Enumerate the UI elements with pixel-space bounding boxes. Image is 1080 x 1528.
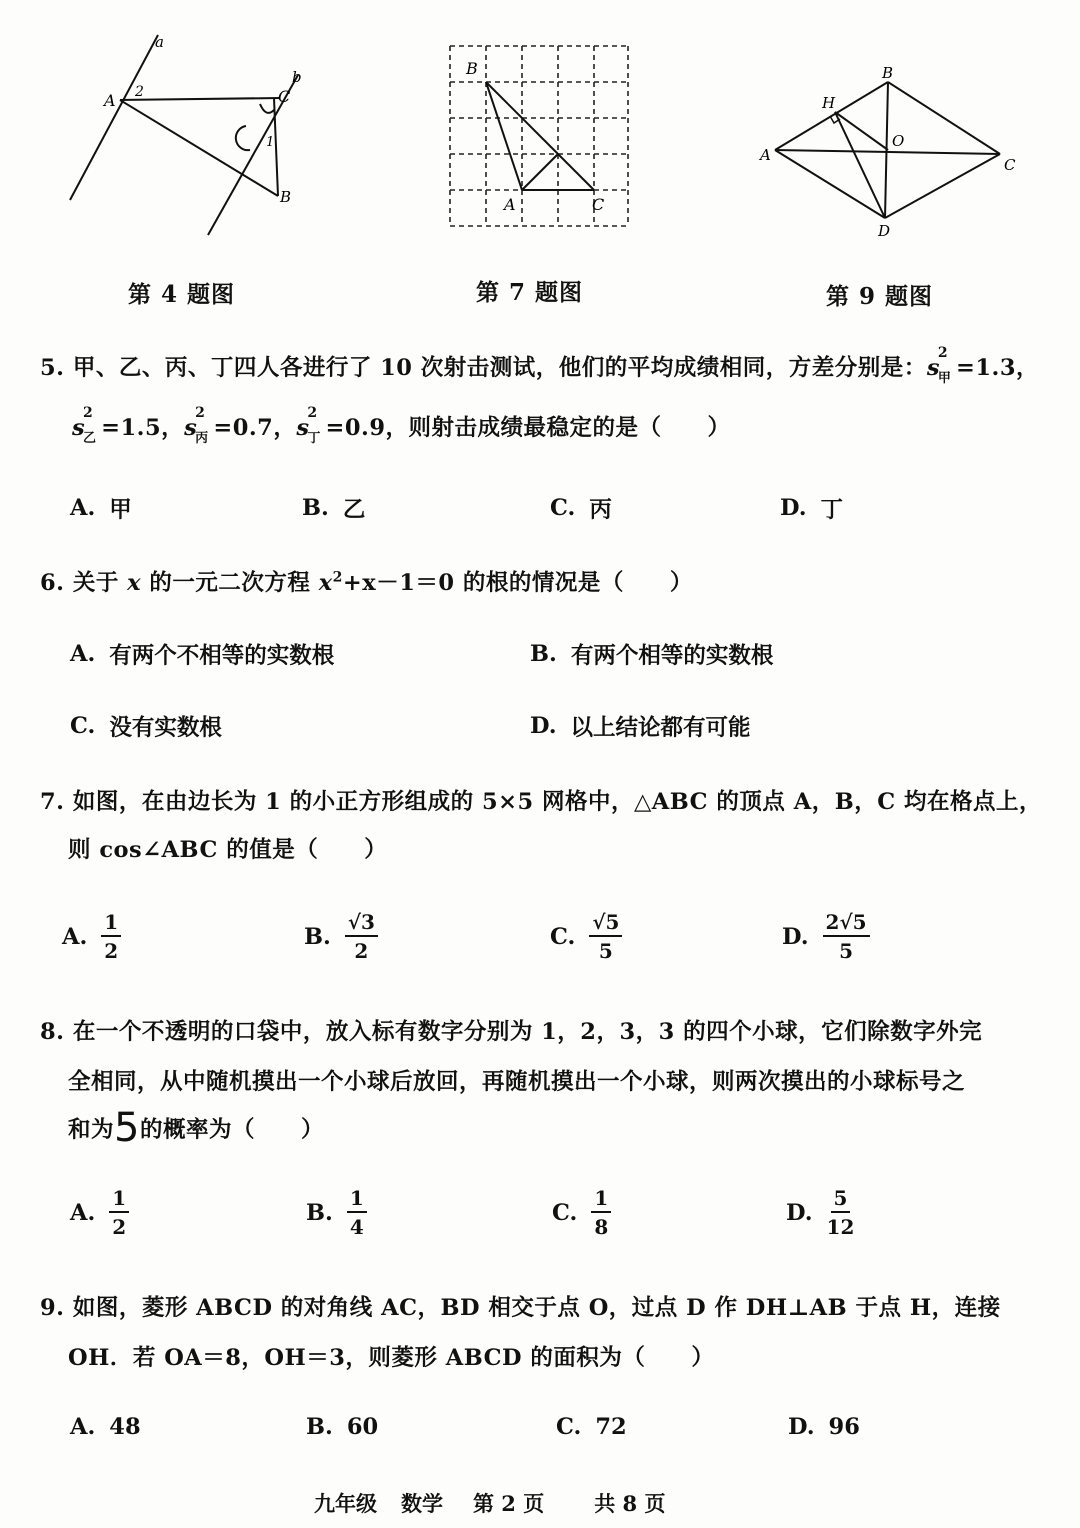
fig9-label-O: O — [892, 132, 905, 150]
fig4-label-b: b — [292, 68, 302, 86]
q8-option-c-fraction: $\frac{1}{8}$ — [591, 1188, 611, 1237]
q8-option-b-fraction: $\frac{1}{4}$ — [347, 1188, 367, 1237]
q7-option-b-fraction: $\frac{√3}{2}$ — [345, 912, 378, 961]
fig9-label-D: D — [878, 222, 891, 240]
fig9-label-C: C — [1004, 156, 1016, 174]
fig4-label-a: a — [155, 33, 164, 51]
q8-handwritten-5: 5 — [114, 1105, 140, 1151]
fig4-label-A: A — [104, 91, 116, 110]
q5-var-yi: s 2 乙 — [72, 405, 97, 446]
q7-option-d[interactable]: D. $\frac{2√5}{5}$ — [782, 912, 870, 961]
q5-var-ding: s 2 丁 — [296, 405, 321, 446]
fig7-label-B: B — [466, 59, 478, 78]
fig7-label-C: C — [592, 195, 605, 214]
q9-option-a[interactable]: A. 48 — [70, 1414, 141, 1440]
q9-line1: 9. 如图，菱形 ABCD 的对角线 AC，BD 相交于点 O，过点 D 作 DH⊥AB 于点 H，连接 — [40, 1295, 1001, 1321]
q6-stem: 6. 关于 x 的一元二次方程 $x^2+x-1=0$ 的根的情况是（ ） — [40, 569, 693, 596]
q8-line1: 8. 在一个不透明的口袋中，放入标有数字分别为 1，2，3，3 的四个小球，它们除数字外完 — [40, 1019, 983, 1045]
figure-q7 — [440, 38, 640, 238]
q7-option-c[interactable]: C. $\frac{√5}{5}$ — [550, 912, 622, 961]
fig9-label-H: H — [822, 94, 836, 112]
figure-q9 — [750, 60, 1030, 245]
q5-option-c[interactable]: C. 丙 — [550, 495, 612, 523]
fig4-label-B: B — [280, 188, 292, 206]
q7-option-a-fraction: $\frac{1}{2}$ — [101, 912, 121, 961]
figure-q9-drawing — [750, 60, 1030, 245]
figure-q4-drawing — [60, 30, 320, 250]
q5-option-d[interactable]: D. 丁 — [780, 495, 844, 523]
q8-option-a[interactable]: A. $\frac{1}{2}$ — [70, 1188, 129, 1237]
q6-option-b[interactable]: B. 有两个相等的实数根 — [530, 641, 774, 669]
q7-option-a[interactable]: A. $\frac{1}{2}$ — [62, 912, 121, 961]
q8-option-a-fraction: $\frac{1}{2}$ — [109, 1188, 129, 1237]
q8-option-c[interactable]: C. $\frac{1}{8}$ — [552, 1188, 611, 1237]
fig7-caption: 第 7 题图 — [476, 279, 584, 306]
fig7-label-A: A — [504, 195, 516, 214]
q9-option-c[interactable]: C. 72 — [556, 1414, 627, 1440]
fig9-caption: 第 9 题图 — [826, 283, 934, 310]
fig9-label-B: B — [882, 64, 894, 82]
q8-line2: 全相同，从中随机摸出一个小球后放回，再随机摸出一个小球，则两次摸出的小球标号之 — [68, 1069, 966, 1095]
footer-total: 共 8 页 — [594, 1491, 666, 1516]
q8-option-b[interactable]: B. $\frac{1}{4}$ — [306, 1188, 367, 1237]
footer-subject: 数学 — [401, 1491, 443, 1516]
q7-option-b[interactable]: B. $\frac{√3}{2}$ — [304, 912, 378, 961]
q7-line2: 则 cos∠ABC 的值是（ ） — [68, 837, 388, 863]
figure-q7-drawing — [440, 38, 640, 238]
q8-line3: 和为5的概率为（ ） — [68, 1105, 324, 1151]
q9-line2: OH．若 OA＝8，OH＝3，则菱形 ABCD 的面积为（ ） — [68, 1345, 715, 1371]
q5-line2: s 2 乙 =1.5，s 2 丙 =0.7，s 2 丁 =0.9，则射击成绩最稳定的是（ ） — [72, 405, 731, 446]
q7-option-c-fraction: $\frac{√5}{5}$ — [589, 912, 622, 961]
q9-option-b[interactable]: B. 60 — [306, 1414, 379, 1440]
q5-option-a[interactable]: A. 甲 — [70, 495, 132, 523]
q6-option-d[interactable]: D. 以上结论都有可能 — [530, 713, 751, 741]
figure-q4 — [60, 30, 320, 250]
q8-option-d[interactable]: D. $\frac{5}{12}$ — [786, 1186, 855, 1239]
q5-var-bing: s 2 丙 — [184, 405, 209, 446]
q5-line1: 5. 甲、乙、丙、丁四人各进行了 10 次射击测试，他们的平均成绩相同，方差分别是：s 2 甲 =1.3， — [40, 345, 1039, 386]
fig4-caption: 第 4 题图 — [128, 281, 236, 308]
q6-option-a[interactable]: A. 有两个不相等的实数根 — [70, 641, 335, 669]
q6-option-c[interactable]: C. 没有实数根 — [70, 713, 222, 741]
fig9-label-A: A — [760, 146, 771, 164]
fig4-angle-2: 2 — [135, 84, 144, 100]
page-footer — [314, 1488, 665, 1518]
fig4-label-C: C — [278, 87, 291, 106]
footer-page: 第 2 页 — [473, 1491, 545, 1516]
q5-stem-text: 5. 甲、乙、丙、丁四人各进行了 10 次射击测试，他们的平均成绩相同，方差分别是： — [40, 355, 927, 381]
footer-grade: 九年级 — [314, 1491, 377, 1516]
q5-var-jia: s 2 甲 — [926, 345, 952, 386]
q5-option-b[interactable]: B. 乙 — [302, 495, 366, 523]
fig4-angle-1: 1 — [266, 135, 275, 150]
q7-option-d-fraction: $\frac{2√5}{5}$ — [823, 912, 870, 961]
q8-option-d-fraction: $\frac{5}{12}$ — [826, 1186, 855, 1239]
q9-option-d[interactable]: D. 96 — [788, 1414, 860, 1440]
q7-line1: 7. 如图，在由边长为 1 的小正方形组成的 5×5 网格中，△ABC 的顶点 A，B，C 均在格点上， — [40, 789, 1042, 815]
